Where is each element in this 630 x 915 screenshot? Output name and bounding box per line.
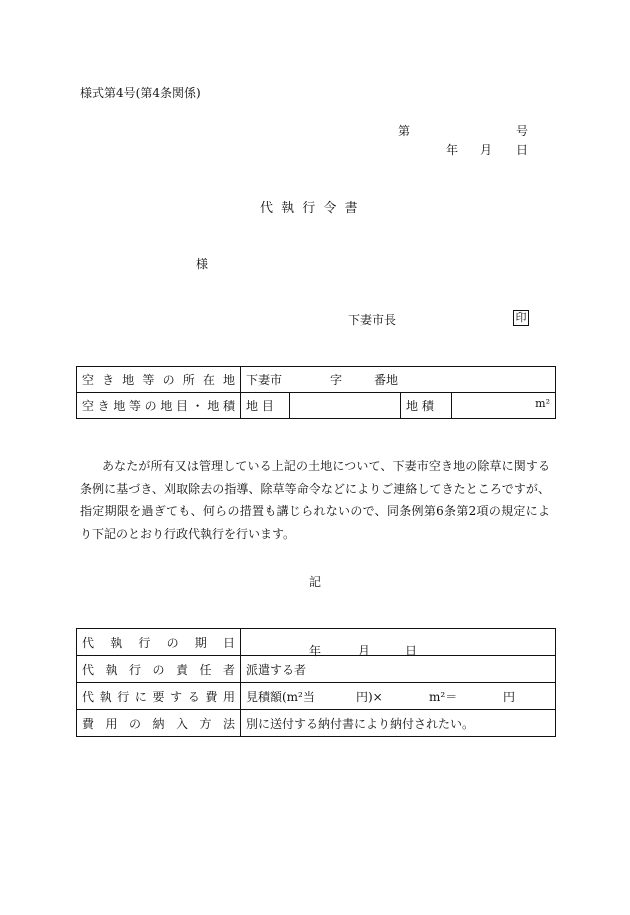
payment-label: 費用の納入方法 xyxy=(77,710,241,737)
payment-value: 別に送付する納付書により納付されたい。 xyxy=(241,710,556,737)
date-day: 日 xyxy=(516,143,529,157)
cost-label: 代執行に要する費用 xyxy=(77,683,241,710)
banchi-text: 番地 xyxy=(374,373,399,387)
exec-year: 年 xyxy=(309,644,322,658)
table-row xyxy=(77,683,556,710)
date-value xyxy=(241,629,556,656)
cell-divider xyxy=(451,393,452,418)
cost-estimate-text: 見積額(m²当 xyxy=(246,689,315,704)
responsible-label: 代執行の責任者 xyxy=(77,656,241,683)
cost-value xyxy=(241,683,556,710)
responsible-value: 派遣する者 xyxy=(241,656,556,683)
ki-heading: 記 xyxy=(309,575,322,589)
location-label: 空き地等の所在地 xyxy=(77,367,241,393)
table-row xyxy=(77,367,556,393)
body-paragraph: あなたが所有又は管理している上記の土地について、下妻市空き地の除草に関する条例に基づき、刈取除去の指導、除草等命令などによりご連絡してきたところですが、指定期限を過ぎても、何らの措置も講じられないので、同条例第6条第2項の規定により下記のとおり行政代執行を行います。 xyxy=(80,459,550,541)
cost-total-yen: 円 xyxy=(503,689,516,704)
addressee-suffix: 様 xyxy=(196,257,209,271)
land-category-label: 空き地等の地目・地積 xyxy=(77,393,241,419)
table-row xyxy=(77,629,556,656)
details-table xyxy=(76,628,556,737)
table-row xyxy=(77,656,556,683)
area-unit: m² xyxy=(535,397,550,410)
aza-text: 字 xyxy=(330,373,343,387)
issuer-name: 下妻市長 xyxy=(348,313,397,327)
document-title: 代 執 行 令 書 xyxy=(260,201,358,216)
seal-mark: 印 xyxy=(513,310,529,326)
form-label: 様式第4号(第4条関係) xyxy=(80,86,201,100)
cost-area: m²＝ xyxy=(429,689,458,704)
date-year: 年 xyxy=(446,143,459,157)
table-row xyxy=(77,710,556,737)
location-value xyxy=(241,367,556,393)
chimoku-value xyxy=(290,393,401,419)
property-table xyxy=(76,366,556,419)
city-text: 下妻市 xyxy=(246,373,283,387)
chiseki-label: 地 積 xyxy=(406,399,434,413)
date-month: 月 xyxy=(480,143,493,157)
chimoku-label: 地 目 xyxy=(241,393,290,419)
table-row xyxy=(77,393,556,419)
date-label: 代執行の期日 xyxy=(77,629,241,656)
chiseki-cell xyxy=(401,393,556,419)
number-prefix: 第 xyxy=(398,124,411,138)
exec-day: 日 xyxy=(405,644,418,658)
exec-month: 月 xyxy=(358,644,371,658)
number-suffix: 号 xyxy=(516,124,529,138)
cost-unit-yen: 円)× xyxy=(356,689,383,704)
